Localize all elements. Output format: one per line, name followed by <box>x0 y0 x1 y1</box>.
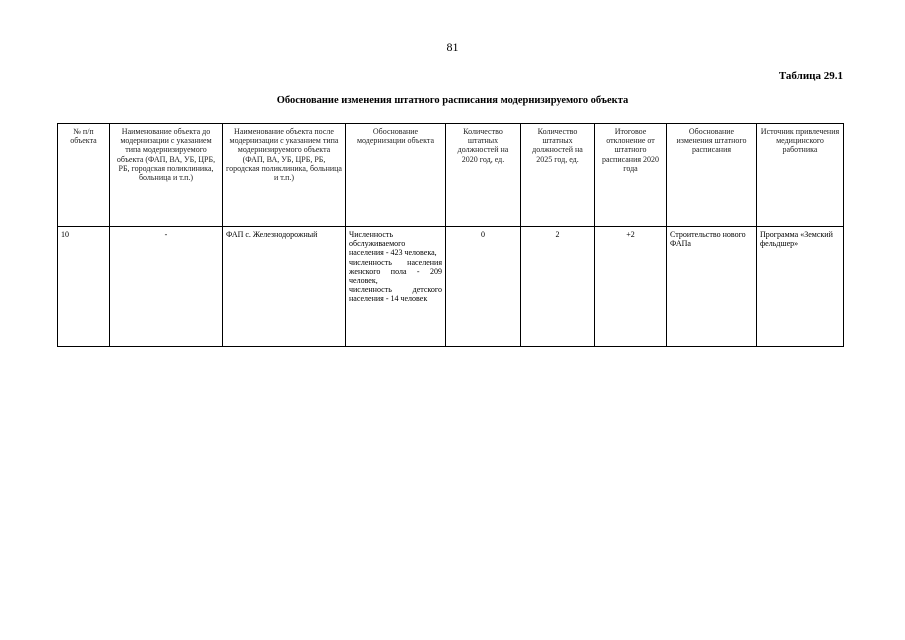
justification-line: численность населения женского пола - 209 человек, <box>349 257 442 285</box>
cell-number: 10 <box>58 227 110 347</box>
header-number: № п/п объекта <box>58 124 110 227</box>
page-number: 81 <box>446 40 459 54</box>
table-label: Таблица 29.1 <box>778 70 843 82</box>
header-staff-2020: Количество штатных должностей на 2020 год, ед. <box>446 124 521 227</box>
header-staff-2025: Количество штатных должностей на 2025 год, ед. <box>521 124 595 227</box>
cell-deviation: +2 <box>595 227 667 347</box>
cell-object-after: ФАП с. Железнодорожный <box>223 227 346 347</box>
staffing-table <box>57 123 844 347</box>
header-deviation: Итоговое отклонение от штатного расписания 2020 года <box>595 124 667 227</box>
cell-justification <box>346 227 446 347</box>
header-object-after: Наименование объекта после модернизации с указанием типа модернизируемого объекта (ФАП, ВА, УБ, ЦРБ, РБ, городская поликлиника, больница и т.п.) <box>223 124 346 227</box>
document-title: Обоснование изменения штатного расписания модернизируемого объекта <box>276 95 629 106</box>
justification-line: Численность обслуживаемого населения - 423 человека, <box>349 230 437 258</box>
cell-object-before: - <box>110 227 223 347</box>
table-header-row <box>58 124 844 227</box>
header-justification: Обоснование модернизации объекта <box>346 124 446 227</box>
cell-staff-2020: 0 <box>446 227 521 347</box>
table-row <box>58 227 844 347</box>
header-object-before: Наименование объекта до модернизации с указанием типа модернизируемого объекта (ФАП, ВА, УБ, ЦРБ, РБ, городская поликлиника, больница и т.п.) <box>110 124 223 227</box>
cell-change-reason: Строительство нового ФАПа <box>667 227 757 347</box>
justification-line: численность детского населения - 14 человек <box>349 285 442 304</box>
header-source: Источник привлечения медицинского работника <box>757 124 844 227</box>
cell-source: Программа «Земский фельдшер» <box>757 227 844 347</box>
cell-staff-2025: 2 <box>521 227 595 347</box>
header-change-reason: Обоснование изменения штатного расписания <box>667 124 757 227</box>
